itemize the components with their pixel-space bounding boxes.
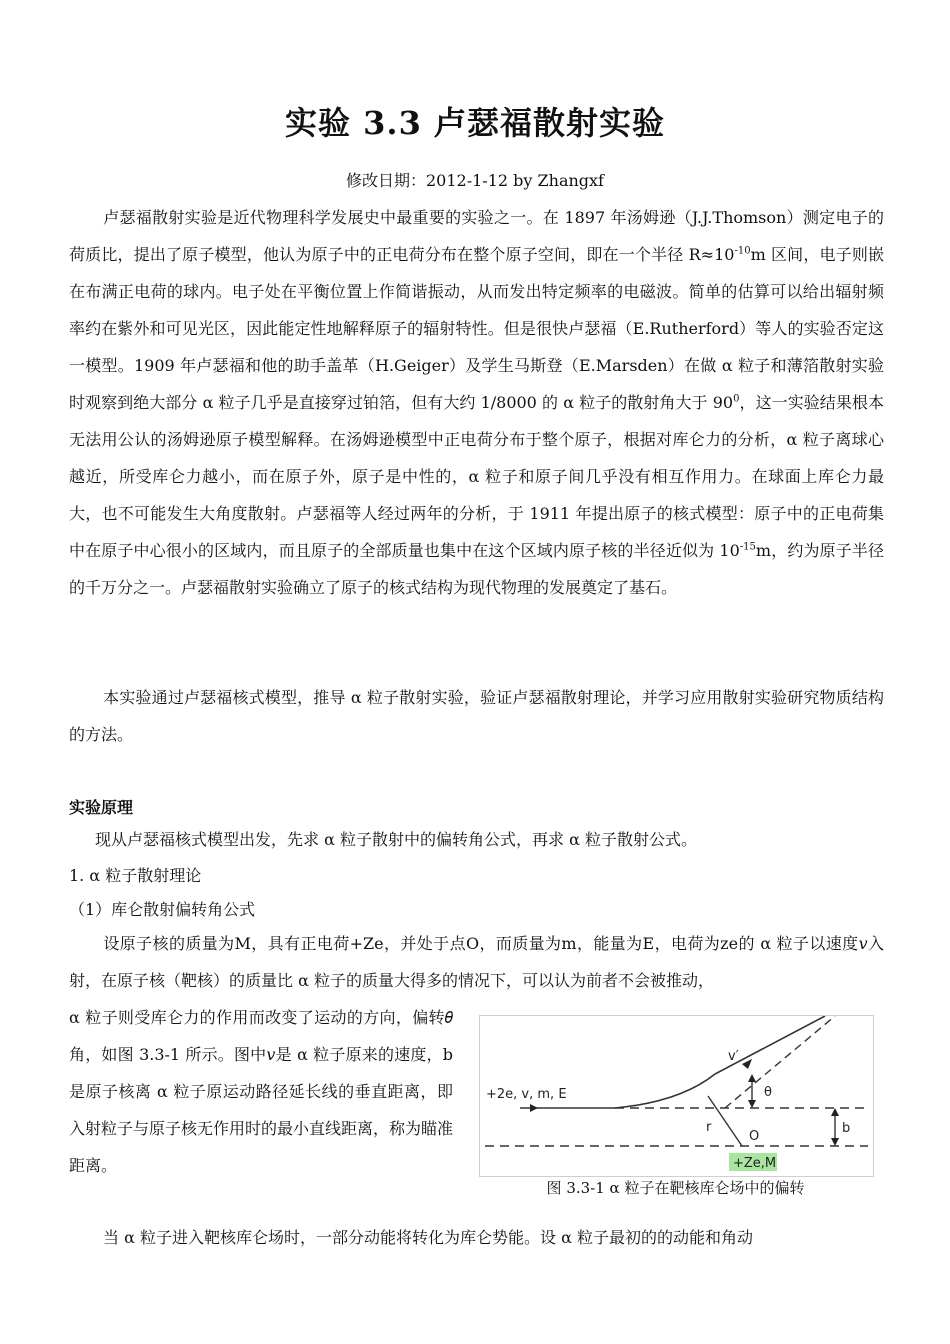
figure-caption: 图 3.3-1 α 粒子在靶核库仑场中的偏转 bbox=[546, 1179, 805, 1197]
exponent-1: -10 bbox=[734, 245, 751, 257]
revision-date: 修改日期：2012-1-12 by Zhangxf bbox=[346, 171, 604, 190]
side-paragraph: α 粒子则受库仑力的作用而改变了运动的方向，偏转𝜃角，如图 3.3-1 所示。图中𝑣是 α 粒子原来的速度，b是原子核离 α 粒子原运动路径延长线的垂直距离，即入射粒子与原子核无作用时的最小直线距离，称为瞄准距离。 bbox=[69, 1008, 454, 1175]
b-arrow-up-icon bbox=[831, 1108, 839, 1116]
label-O: O bbox=[749, 1129, 760, 1144]
label-incident: +2e, v, m, E bbox=[486, 1087, 567, 1102]
deflected-arrow-icon bbox=[742, 1059, 752, 1069]
label-theta: θ bbox=[764, 1085, 772, 1100]
section-heading-principle: 实验原理 bbox=[69, 798, 134, 817]
item-1-1: （1）库仑散射偏转角公式 bbox=[69, 900, 256, 919]
label-r: r bbox=[706, 1120, 712, 1135]
theta-arrow-up-icon bbox=[748, 1074, 756, 1082]
exponent-2: 0 bbox=[733, 393, 740, 405]
intro-text-a: 卢瑟福散射实验是近代物理科学发展史中最重要的实验之一。在 1897 年汤姆逊（J.J.Thomson）测定电子的荷质比，提出了原子模型，他认为原子中的正电荷分布在整个原子空间，即在一个半径 R≈10 bbox=[69, 208, 884, 264]
item-1: 1. α 粒子散射理论 bbox=[69, 866, 202, 885]
b-arrow-down-icon bbox=[831, 1138, 839, 1146]
asymptote-line bbox=[725, 1016, 835, 1108]
page-title: 实验 3.3 卢瑟福散射实验 bbox=[285, 104, 665, 142]
figure-3-3-1 bbox=[479, 1015, 874, 1177]
deflected-path bbox=[615, 1016, 825, 1108]
scattering-diagram bbox=[480, 1016, 873, 1176]
intro-paragraph-1 bbox=[69, 199, 884, 606]
intro-text-d: m，约为原子半径的千万分之一。卢瑟福散射实验确立了原子的核式结构为现代物理的发展奠定了基石。 bbox=[69, 541, 884, 597]
intro-paragraph-2 bbox=[69, 679, 884, 753]
bottom-text: 当 α 粒子进入靶核库仑场时，一部分动能将转化为库仑势能。设 α 粒子最初的的动能和角动 bbox=[103, 1228, 753, 1247]
label-nucleus: +Ze,M bbox=[733, 1156, 777, 1171]
principle-lead: 现从卢瑟福核式模型出发，先求 α 粒子散射中的偏转角公式，再求 α 粒子散射公式。 bbox=[95, 830, 697, 849]
radius-line bbox=[708, 1096, 742, 1146]
label-v-prime: v′ bbox=[728, 1049, 739, 1064]
incident-arrow-icon bbox=[530, 1104, 538, 1112]
principle-text: 设原子核的质量为M，具有正电荷+Ze，并处于点O，而质量为m，能量为E，电荷为ze的 α 粒子以速度𝑣入射，在原子核（靶核）的质量比 α 粒子的质量大得多的情况下，可以认为前者不会被推动， bbox=[69, 934, 884, 990]
intro-text-b: m 区间，电子则嵌在布满正电荷的球内。电子处在平衡位置上作简谐振动，从而发出特定频率的电磁波。简单的估算可以给出辐射频率约在紫外和可见光区，因此能定性地解释原子的辐射特性。但是很快卢瑟福（E.Rutherford）等人的实验否定这一模型。1909 年卢瑟福和他的助手盖革（H.Geiger）及学生马斯登（E.Marsden）在做 α 粒子和薄箔散射实验时观察到绝大部分 α 粒子几乎是直接穿过铂箔，但有大约 1/8000 的 α 粒子的散射角大于 90 bbox=[69, 245, 884, 412]
exponent-3: -15 bbox=[739, 541, 756, 553]
intro-text-c: ，这一实验结果根本无法用公认的汤姆逊原子模型解释。在汤姆逊模型中正电荷分布于整个原子，根据对库仑力的分析，α 粒子离球心越近，所受库仑力越小，而在原子外，原子是中性的，α 粒子和原子间几乎没有相互作用力。在球面上库仑力最大，也不可能发生大角度散射。卢瑟福等人经过两年的分析，于 1911 年提出原子的核式模型：原子中的正电荷集中在原子中心很小的区域内，而且原子的全部质量也集中在这个区域内原子核的半径近似为 10 bbox=[69, 393, 884, 560]
label-b: b bbox=[842, 1121, 851, 1136]
principle-paragraph bbox=[69, 925, 884, 999]
theta-arrow-down-icon bbox=[748, 1100, 756, 1108]
intro-text-p2: 本实验通过卢瑟福核式模型，推导 α 粒子散射实验，验证卢瑟福散射理论，并学习应用散射实验研究物质结构的方法。 bbox=[69, 688, 884, 744]
bottom-paragraph bbox=[69, 1219, 884, 1256]
